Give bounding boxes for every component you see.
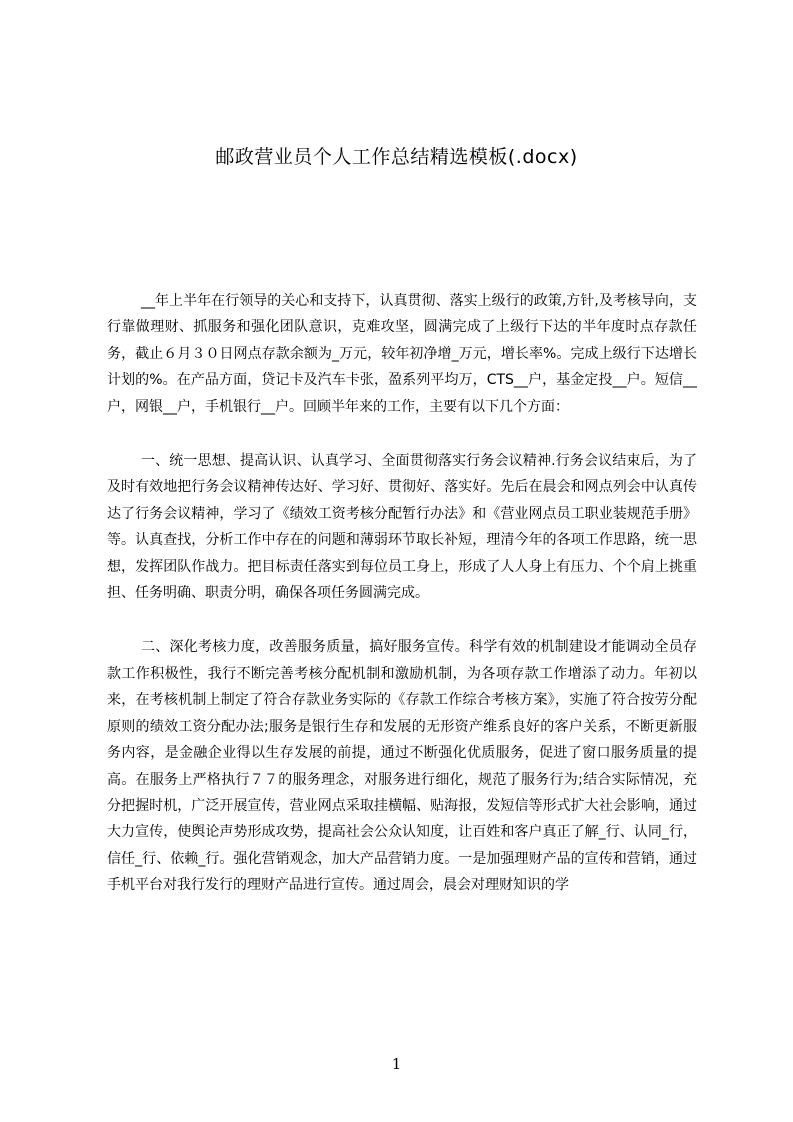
paragraph-intro: __年上半年在行领导的关心和支持下，认真贯彻、落实上级行的政策,方针,及考核导向，支行靠做理财、抓服务和强化团队意识，克难攻坚，圆满完成了上级行下达的半年度时点存款任务，截止６月３０日网点存款余额为_万元，较年初净增_万元，增长率%。完成上级行下达增长计划的%。在产品方面，贷记卡及汽车卡张，盈系列平均万，CTS__户，基金定投__户。短信__户，网银__户，手机银行__户。回顾半年来的工作，主要有以下几个方面： — [107, 293, 697, 415]
document-title: 邮政营业员个人工作总结精选模板(.docx) — [215, 146, 578, 168]
paragraph-section-1: 一、统一思想、提高认识、认真学习、全面贯彻落实行务会议精神.行务会议结束后，为了及时有效地把行务会议精神传达好、学习好、贯彻好、落实好。先后在晨会和网点列会中认真传达了行务会议精神，学习了《绩效工资考核分配暂行办法》和《营业网点员工职业装规范手册》等。认真查找，分析工作中存在的问题和薄弱环节取长补短，理清今年的各项工作思路，统一思想，发挥团队作战力。把目标责任落实到每位员工身上，形成了人人身上有压力、个个肩上挑重担、任务明确、职责分明，确保各项任务圆满完成。 — [107, 453, 697, 602]
paragraph-section-2: 二、深化考核力度，改善服务质量，搞好服务宣传。科学有效的机制建设才能调动全员存款工作积极性，我行不断完善考核分配机制和激励机制，为各项存款工作增添了动力。年初以来，在考核机制上制定了符合存款业务实际的《存款工作综合考核方案》，实施了符合按劳分配原则的绩效工资分配办法;服务是银行生存和发展的无形资产维系良好的客户关系，不断更新服务内容，是金融企业得以生存发展的前提，通过不断强化优质服务，促进了窗口服务质量的提高。在服务上严格执行７７的服务理念，对服务进行细化，规范了服务行为;结合实际情况，充分把握时机，广泛开展宣传，营业网点采取挂横幅、贴海报，发短信等形式扩大社会影响，通过大力宣传，使舆论声势形成攻势，提高社会公众认知度，让百姓和客户真正了解_行、认同_行，信任_行、依赖_行。强化营销观念，加大产品营销力度。一是加强理财产品的宣传和营销，通过手机平台对我行发行的理财产品进行宣传。通过周会，晨会对理财知识的学 — [107, 639, 697, 894]
document-body — [107, 288, 697, 927]
page-number: 1 — [391, 1055, 402, 1073]
